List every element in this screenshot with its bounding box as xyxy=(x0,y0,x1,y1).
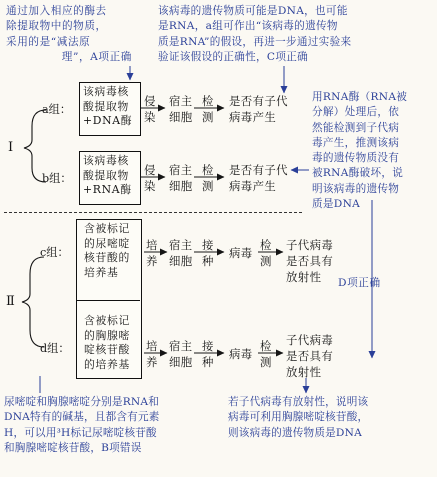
note-bottom-right: 若子代病毒有放射性，说明该 病毒可利用胸腺嘧啶核苷酸， 则该病毒的遗传物质是DNA xyxy=(228,396,369,439)
note-bottom-left: 尿嘧啶和胸腺嘧啶分别是RNA和 DNA特有的碱基，且都含有元素 H，可以用³H标记尿嘧啶核苷酸 和胸腺嘧啶核苷酸，B项错误 xyxy=(4,396,160,454)
group-c-label: c组： xyxy=(40,246,69,259)
group-d-box-text: 含被标记 的胸腺嘧 啶核苷酸 的培养基 xyxy=(84,314,130,371)
note-top-right: 该病毒的遗传物质可能是DNA，也可能 是RNA，a组可作出“该病毒的遗传物 质是RNA”的假设，再进一步通过实验来 验证该假设的正确性，C项正确 xyxy=(158,5,352,63)
note-top-left: 通过加入相应的酶去 除提取物中的物质， 采用的是“减法原 理”，A项正确 xyxy=(6,5,132,63)
group-d-step3: 检 测 xyxy=(260,339,272,369)
group-c-box-text: 含被标记 的尿嘧啶 核苷酸的 培养基 xyxy=(84,222,130,279)
group-d-step1: 培 养 xyxy=(146,339,158,369)
group-b-step2: 检 测 xyxy=(202,163,214,193)
group-a-result: 是否有子代 病毒产生 xyxy=(229,94,288,124)
group-c-host: 宿主 细胞 xyxy=(169,238,193,268)
group-b-step1: 侵 染 xyxy=(144,163,156,193)
group-c-step3: 检 测 xyxy=(260,238,272,268)
group-a-host: 宿主 细胞 xyxy=(169,94,193,124)
group-a-label: a组： xyxy=(42,103,72,116)
group-d-virus: 病毒 xyxy=(229,347,253,361)
note-d-correct: D项正确 xyxy=(338,277,381,289)
group-d-step2: 接 种 xyxy=(202,339,214,369)
group-d-label: d组： xyxy=(40,342,70,355)
group-b-label: b组： xyxy=(42,172,72,185)
group-d-result: 子代病毒 是否具有 放射性 xyxy=(286,333,334,379)
brace-part2 xyxy=(22,257,44,347)
part2-label: Ⅱ xyxy=(6,294,15,309)
group-a-box: 该病毒核 酸提取物 +DNA酶 xyxy=(79,82,141,136)
group-c-result: 子代病毒 是否具有 放射性 xyxy=(286,238,334,284)
group-b-host: 宿主 细胞 xyxy=(169,163,193,193)
group-c-step1: 培 养 xyxy=(146,238,158,268)
group-b-result: 是否有子代 病毒产生 xyxy=(229,163,288,193)
group-d-host: 宿主 细胞 xyxy=(169,339,193,369)
group-c-virus: 病毒 xyxy=(229,246,253,260)
part1-label: Ⅰ xyxy=(8,140,14,155)
group-a-step1: 侵 染 xyxy=(144,94,156,124)
note-right-mid: 用RNA酶（RNA被 分解）处理后，依 然能检测到子代病 毒产生，推测该病 毒的遗传物质没有 被RNA酶破坏，说 明该病毒的遗传物 质是DNA xyxy=(312,91,408,211)
group-a-step2: 检 测 xyxy=(202,94,214,124)
separator-line xyxy=(4,212,302,213)
box-divider xyxy=(77,300,140,301)
group-c-step2: 接 种 xyxy=(202,238,214,268)
group-b-box: 该病毒核 酸提取物 +RNA酶 xyxy=(79,151,141,205)
